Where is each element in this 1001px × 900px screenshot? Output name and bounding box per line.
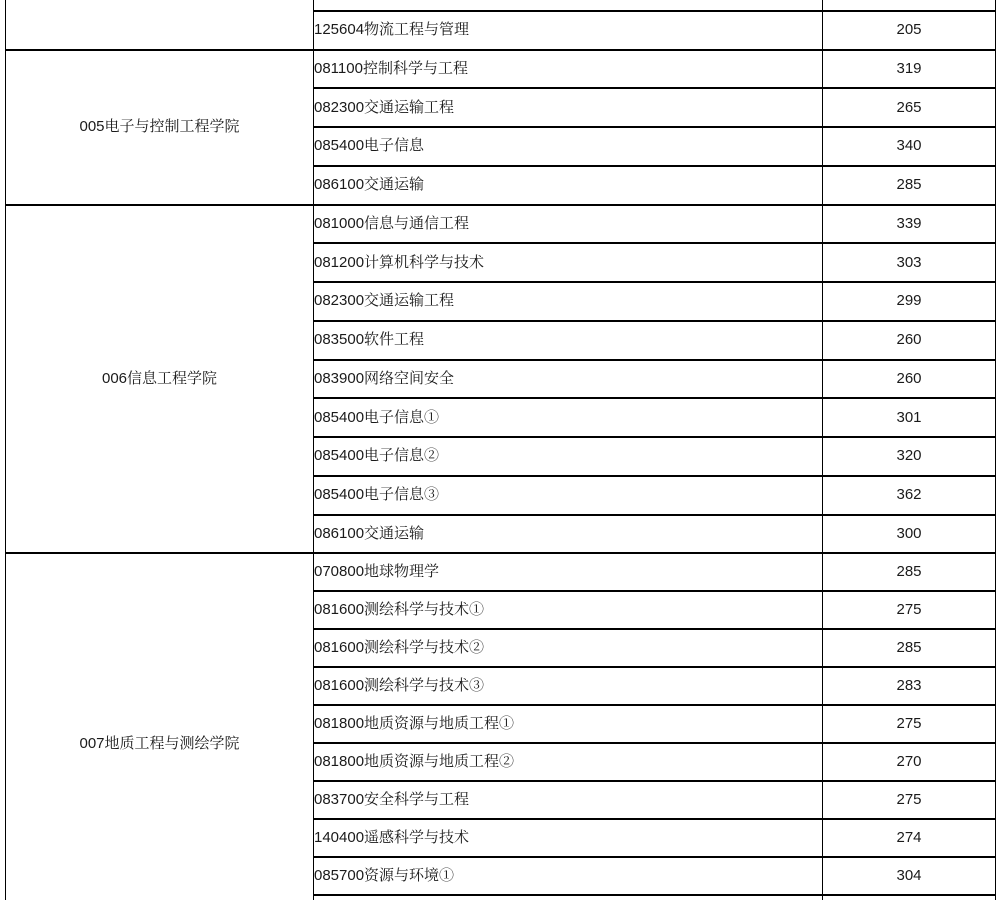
score-cell: 260 [823, 321, 996, 360]
program-cell: 086100交通运输 [314, 166, 823, 205]
program-cell: 085700资源与环境① [314, 857, 823, 895]
table-row [6, 205, 996, 244]
program-cell: 081600测绘科学与技术③ [314, 667, 823, 705]
college-cell: 006信息工程学院 [6, 205, 314, 554]
program-cell: 125604物流工程与管理 [314, 11, 823, 50]
score-cell [823, 0, 996, 11]
program-cell: 081000信息与通信工程 [314, 205, 823, 244]
score-cell: 339 [823, 205, 996, 244]
college-cell: 007地质工程与测绘学院 [6, 553, 314, 900]
score-cell: 274 [823, 819, 996, 857]
score-cell: 304 [823, 857, 996, 895]
score-cell: 283 [823, 667, 996, 705]
score-cell: 275 [823, 591, 996, 629]
score-cell: 285 [823, 629, 996, 667]
score-cell: 340 [823, 127, 996, 166]
program-cell [314, 895, 823, 900]
program-cell: 081100控制科学与工程 [314, 50, 823, 89]
program-cell: 082300交通运输工程 [314, 282, 823, 321]
program-cell: 085400电子信息② [314, 437, 823, 476]
table-body [6, 0, 996, 900]
score-cell: 265 [823, 88, 996, 127]
score-cell: 300 [823, 515, 996, 554]
program-cell: 082300交通运输工程 [314, 88, 823, 127]
program-cell: 085400电子信息 [314, 127, 823, 166]
score-cell: 205 [823, 11, 996, 50]
program-cell: 081800地质资源与地质工程② [314, 743, 823, 781]
score-cell: 270 [823, 743, 996, 781]
program-cell: 085400电子信息① [314, 398, 823, 437]
program-cell: 083900网络空间安全 [314, 360, 823, 399]
program-cell: 081200计算机科学与技术 [314, 243, 823, 282]
score-cell: 299 [823, 282, 996, 321]
college-cell [6, 0, 314, 50]
score-cell: 319 [823, 50, 996, 89]
program-cell [314, 0, 823, 11]
table-row [6, 50, 996, 89]
program-cell: 085400电子信息③ [314, 476, 823, 515]
program-cell: 081600测绘科学与技术② [314, 629, 823, 667]
program-cell: 081600测绘科学与技术① [314, 591, 823, 629]
score-cell: 260 [823, 360, 996, 399]
program-cell: 083700安全科学与工程 [314, 781, 823, 819]
score-cell: 303 [823, 243, 996, 282]
program-cell: 070800地球物理学 [314, 553, 823, 591]
score-cell: 275 [823, 705, 996, 743]
table-row [6, 0, 996, 11]
score-cell: 285 [823, 553, 996, 591]
score-cell: 320 [823, 437, 996, 476]
score-cell: 301 [823, 398, 996, 437]
score-cell: 275 [823, 781, 996, 819]
program-cell: 086100交通运输 [314, 515, 823, 554]
program-cell: 083500软件工程 [314, 321, 823, 360]
program-cell: 140400遥感科学与技术 [314, 819, 823, 857]
score-cell [823, 895, 996, 900]
program-cell: 081800地质资源与地质工程① [314, 705, 823, 743]
score-cell: 362 [823, 476, 996, 515]
college-cell: 005电子与控制工程学院 [6, 50, 314, 205]
table-row [6, 553, 996, 591]
score-cell: 285 [823, 166, 996, 205]
admission-score-table [5, 0, 996, 900]
